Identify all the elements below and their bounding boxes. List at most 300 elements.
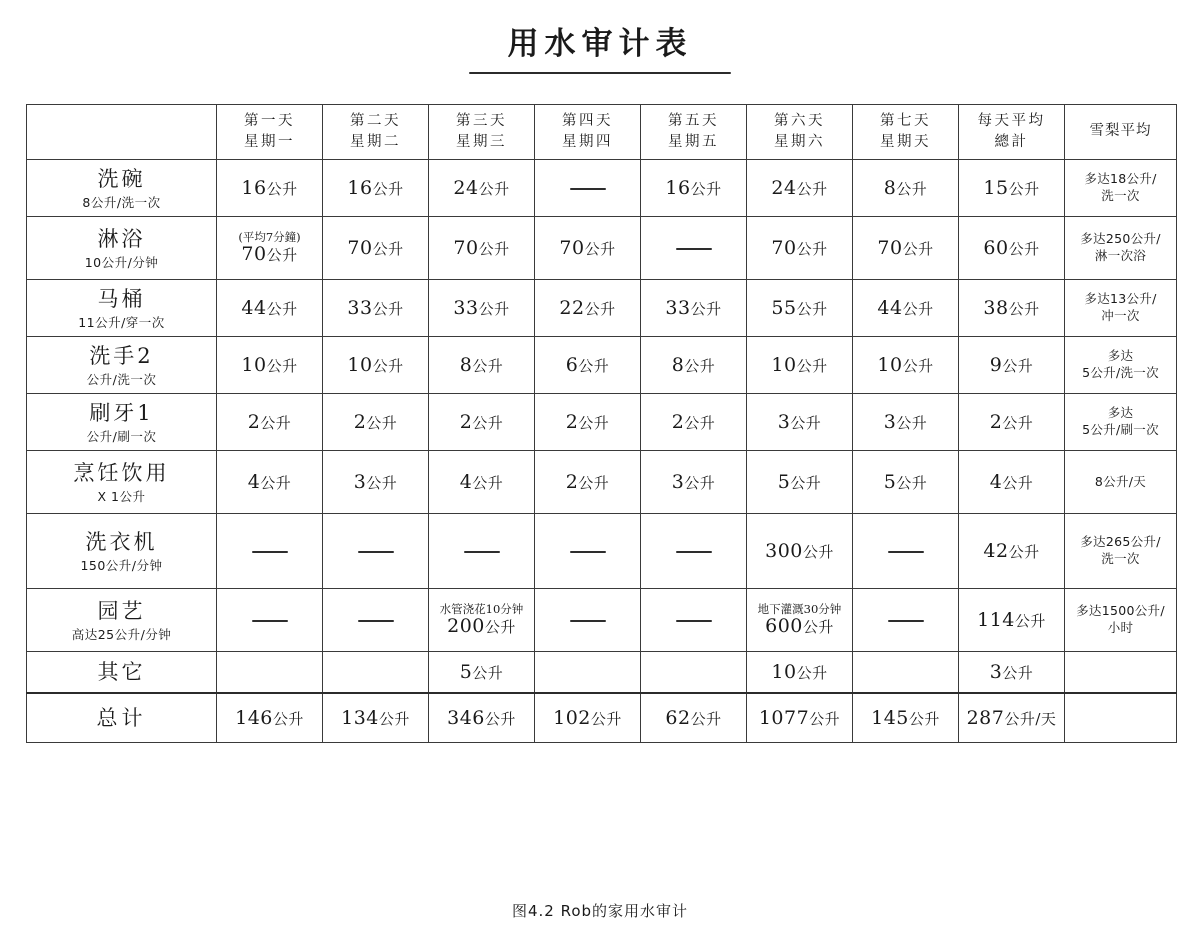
cell-note: 地下灌溉30分钟 <box>757 601 842 616</box>
cell-value: 16 <box>347 177 373 199</box>
cell-unit: 公升 <box>590 710 622 728</box>
sydney-average-line: 洗一次 <box>1101 188 1140 203</box>
day-value-cell <box>641 589 747 652</box>
row-label-cell <box>27 652 217 694</box>
header-cell <box>747 105 853 160</box>
table-row <box>27 280 1177 337</box>
empty-dash-mark <box>570 620 606 622</box>
title-block <box>0 0 1200 74</box>
cell-value: 346 <box>447 707 485 729</box>
sydney-average-line: 多达 <box>1107 405 1134 421</box>
header-line-2: 星期六 <box>774 134 825 150</box>
table-row <box>27 652 1177 694</box>
header-cell <box>217 105 323 160</box>
cell-value: 114 <box>977 609 1015 631</box>
day-value-cell <box>853 451 959 514</box>
empty-dash-mark <box>358 620 394 622</box>
cell-value: 3 <box>777 411 791 433</box>
day-value-cell <box>535 337 641 394</box>
cell-value: 24 <box>771 177 797 199</box>
cell-unit: 公升 <box>266 180 298 198</box>
cell-unit: 公升 <box>478 300 510 318</box>
total-day-cell <box>535 693 641 743</box>
cell-value: 2 <box>247 411 261 433</box>
day-value-cell <box>429 160 535 217</box>
cell-value: 300 <box>765 540 803 562</box>
row-label-rate: 150公升/分钟 <box>80 557 163 573</box>
sydney-average-cell <box>1065 589 1177 652</box>
cell-value: 44 <box>877 297 903 319</box>
header-line-1: 第二天 <box>350 112 401 129</box>
day-value-cell <box>747 337 853 394</box>
cell-unit: 公升 <box>690 300 722 318</box>
total-day-cell <box>323 693 429 743</box>
day-value-cell <box>641 652 747 694</box>
sydney-average-cell <box>1065 280 1177 337</box>
cell-value: 287 <box>966 707 1005 729</box>
day-value-cell <box>429 337 535 394</box>
cell-value: 2 <box>989 411 1003 433</box>
day-value-cell <box>641 280 747 337</box>
page-title: 用水审计表 <box>507 26 693 62</box>
cell-value: 10 <box>241 354 267 376</box>
header-line-1: 第七天 <box>880 112 931 129</box>
water-audit-table-wrap <box>26 104 1174 743</box>
cell-unit: 公升 <box>796 240 828 258</box>
day-value-cell <box>747 451 853 514</box>
day-value-cell <box>535 652 641 694</box>
cell-unit: 公升 <box>266 300 298 318</box>
cell-value: 24 <box>453 177 479 199</box>
total-day-cell <box>747 693 853 743</box>
cell-unit: 公升 <box>584 240 616 258</box>
cell-value: 22 <box>559 297 585 319</box>
row-label-cell <box>27 451 217 514</box>
header-line-2: 總計 <box>994 134 1029 150</box>
header-line-2: 星期三 <box>456 134 507 150</box>
cell-unit: 公升 <box>378 710 410 728</box>
cell-value: 4 <box>247 471 261 493</box>
daily-average-cell <box>959 217 1065 280</box>
day-value-cell <box>747 652 853 694</box>
cell-value: 10 <box>771 661 797 683</box>
sydney-average-line: 洗一次 <box>1101 551 1140 566</box>
cell-value: 10 <box>347 354 373 376</box>
cell-value: 4 <box>989 471 1003 493</box>
daily-average-cell <box>959 514 1065 589</box>
cell-value: 2 <box>353 411 367 433</box>
cell-unit: 公升 <box>896 414 928 432</box>
day-value-cell <box>323 451 429 514</box>
cell-value: 5 <box>777 471 791 493</box>
table-row <box>27 451 1177 514</box>
cell-unit: 公升 <box>260 474 292 492</box>
day-value-cell <box>747 394 853 451</box>
day-value-cell <box>217 280 323 337</box>
row-label-cell <box>27 589 217 652</box>
cell-value: 4 <box>459 471 473 493</box>
cell-value: 33 <box>453 297 479 319</box>
cell-unit: 公升 <box>902 240 934 258</box>
header-line-1: 第三天 <box>456 112 507 129</box>
day-value-cell <box>641 394 747 451</box>
cell-value: 8 <box>459 354 473 376</box>
sydney-average-cell <box>1065 394 1177 451</box>
day-value-cell <box>323 589 429 652</box>
day-value-cell <box>535 280 641 337</box>
day-value-cell <box>747 514 853 589</box>
day-value-cell <box>429 217 535 280</box>
empty-dash-mark <box>464 551 500 553</box>
figure-caption: 图4.2 Rob的家用水审计 <box>511 902 689 920</box>
cell-value: 3 <box>883 411 897 433</box>
sydney-average-line: 多达1500公升/ <box>1076 603 1165 619</box>
row-label-rate: 11公升/穿一次 <box>78 314 165 330</box>
row-label-rate: 公升/刷一次 <box>86 428 157 444</box>
day-value-cell <box>853 589 959 652</box>
cell-unit: 公升 <box>790 414 822 432</box>
day-value-cell <box>535 160 641 217</box>
cell-value: 70 <box>241 243 267 266</box>
cell-unit: 公升 <box>1014 612 1046 630</box>
day-value-cell <box>747 160 853 217</box>
row-label-rate: 高达25公升/分钟 <box>71 626 172 642</box>
total-day-cell <box>641 693 747 743</box>
cell-unit: 公升 <box>1002 414 1034 432</box>
cell-value: 9 <box>989 354 1003 376</box>
day-value-cell <box>217 160 323 217</box>
day-value-cell <box>853 337 959 394</box>
daily-average-cell <box>959 280 1065 337</box>
header-line-1: 每天平均 <box>977 112 1046 129</box>
row-label-cell <box>27 280 217 337</box>
cell-unit: 公升 <box>478 240 510 258</box>
day-value-cell <box>641 160 747 217</box>
day-value-cell <box>535 394 641 451</box>
day-value-cell <box>429 652 535 694</box>
cell-unit: 公升 <box>1008 543 1040 561</box>
empty-dash-mark <box>676 620 712 622</box>
cell-note: (平均7分鐘) <box>238 229 301 244</box>
sydney-average-line: 冲一次 <box>1101 308 1140 323</box>
header-line-1: 第四天 <box>562 112 613 129</box>
sydney-average-line: 多达13公升/ <box>1084 291 1157 307</box>
day-value-cell <box>853 394 959 451</box>
table-row <box>27 337 1177 394</box>
day-value-cell <box>429 514 535 589</box>
sydney-average-cell <box>1065 217 1177 280</box>
day-value-cell <box>535 451 641 514</box>
cell-unit: 公升 <box>690 710 722 728</box>
empty-dash-mark <box>888 551 924 553</box>
day-value-cell <box>217 451 323 514</box>
row-label-rate: 10公升/分钟 <box>84 254 159 270</box>
cell-unit: 公升 <box>484 710 516 728</box>
header-cell <box>323 105 429 160</box>
header-line-2: 星期一 <box>244 134 295 150</box>
cell-value: 70 <box>453 237 479 259</box>
cell-value: 2 <box>459 411 473 433</box>
day-value-cell <box>323 514 429 589</box>
empty-dash-mark <box>358 551 394 553</box>
cell-unit: 公升 <box>1002 664 1034 682</box>
sydney-average-line: 淋一次浴 <box>1094 248 1147 263</box>
day-value-cell <box>853 652 959 694</box>
daily-average-cell <box>959 589 1065 652</box>
day-value-cell <box>323 337 429 394</box>
row-label-rate: 公升/洗一次 <box>86 371 157 387</box>
table-row <box>27 160 1177 217</box>
day-value-cell <box>641 337 747 394</box>
cell-unit: 公升 <box>1002 357 1034 375</box>
row-label-name: 烹饪饮用 <box>73 461 170 486</box>
daily-average-cell <box>959 652 1065 694</box>
table-row <box>27 217 1177 280</box>
cell-note: 水管浇花10分钟 <box>439 601 524 616</box>
cell-value: 8 <box>671 354 685 376</box>
day-value-cell <box>429 589 535 652</box>
sydney-average-cell <box>1065 451 1177 514</box>
row-label-name: 马桶 <box>97 287 146 312</box>
header-line-1: 第一天 <box>244 112 295 129</box>
sydney-average-line: 小时 <box>1107 620 1134 635</box>
sydney-average-cell <box>1065 652 1177 694</box>
day-value-cell <box>323 217 429 280</box>
sydney-average-line: 多达 <box>1107 348 1134 364</box>
total-label-cell <box>27 693 217 743</box>
cell-value: 10 <box>771 354 797 376</box>
cell-unit: 公升 <box>790 474 822 492</box>
cell-value: 42 <box>983 540 1009 562</box>
header-line-2: 星期五 <box>668 134 719 150</box>
empty-dash-mark <box>676 248 712 250</box>
header-line-1: 第六天 <box>774 112 825 129</box>
cell-value: 38 <box>983 297 1009 319</box>
cell-unit: 公升 <box>1008 180 1040 198</box>
header-cell <box>535 105 641 160</box>
cell-value: 33 <box>665 297 691 319</box>
day-value-cell <box>217 337 323 394</box>
day-value-cell <box>217 652 323 694</box>
empty-dash-mark <box>570 188 606 190</box>
daily-average-cell <box>959 394 1065 451</box>
row-label-cell <box>27 337 217 394</box>
cell-unit: 公升 <box>809 710 841 728</box>
cell-value: 70 <box>771 237 797 259</box>
header-line-2: 星期四 <box>562 134 613 150</box>
empty-dash-mark <box>252 551 288 553</box>
row-label-name: 洗碗 <box>97 167 146 192</box>
sydney-average-line: 8公升/天 <box>1094 473 1147 489</box>
total-day-cell <box>217 693 323 743</box>
day-value-cell <box>429 451 535 514</box>
cell-unit: 公升/天 <box>1004 710 1057 728</box>
sydney-average-line: 多达265公升/ <box>1080 534 1161 550</box>
cell-value: 600 <box>765 615 803 638</box>
cell-unit: 公升 <box>366 474 398 492</box>
cell-unit: 公升 <box>578 414 610 432</box>
empty-dash-mark <box>570 551 606 553</box>
cell-unit: 公升 <box>372 300 404 318</box>
day-value-cell <box>429 280 535 337</box>
cell-value: 134 <box>341 707 379 729</box>
cell-value: 10 <box>877 354 903 376</box>
total-day-cell <box>429 693 535 743</box>
total-daily-average-cell <box>959 693 1065 743</box>
day-value-cell <box>429 394 535 451</box>
day-value-cell <box>747 217 853 280</box>
cell-value: 3 <box>989 661 1003 683</box>
sydney-average-line: 5公升/刷一次 <box>1082 422 1159 437</box>
row-label-cell <box>27 394 217 451</box>
day-value-cell <box>535 217 641 280</box>
daily-average-cell <box>959 160 1065 217</box>
empty-dash-mark <box>676 551 712 553</box>
table-row <box>27 514 1177 589</box>
row-label-cell <box>27 160 217 217</box>
header-cell <box>1065 105 1177 160</box>
row-label-name: 其它 <box>97 659 146 684</box>
cell-unit: 公升 <box>896 180 928 198</box>
cell-unit: 公升 <box>478 180 510 198</box>
row-label-cell <box>27 217 217 280</box>
table-row <box>27 589 1177 652</box>
cell-unit: 公升 <box>796 664 828 682</box>
cell-value: 15 <box>983 177 1009 199</box>
day-value-cell <box>641 451 747 514</box>
daily-average-cell <box>959 451 1065 514</box>
header-corner-cell <box>27 105 217 160</box>
cell-value: 102 <box>553 707 591 729</box>
cell-unit: 公升 <box>472 474 504 492</box>
cell-unit: 公升 <box>1008 300 1040 318</box>
cell-unit: 公升 <box>372 357 404 375</box>
header-line-1: 雪梨平均 <box>1089 123 1152 140</box>
header-cell <box>641 105 747 160</box>
sydney-average-line: 多达18公升/ <box>1084 171 1157 187</box>
cell-value: 1077 <box>758 707 810 729</box>
day-value-cell <box>641 514 747 589</box>
cell-value: 8 <box>883 177 897 199</box>
header-line-2: 星期天 <box>880 134 931 150</box>
sydney-average-line: 5公升/洗一次 <box>1082 365 1159 380</box>
cell-unit: 公升 <box>684 357 716 375</box>
cell-value: 70 <box>559 237 585 259</box>
cell-unit: 公升 <box>472 664 504 682</box>
row-label-rate: 8公升/洗一次 <box>82 194 161 210</box>
row-label-name: 淋浴 <box>97 227 146 252</box>
cell-value: 3 <box>353 471 367 493</box>
cell-value: 44 <box>241 297 267 319</box>
row-label-name: 园艺 <box>97 599 146 624</box>
header-cell <box>959 105 1065 160</box>
day-value-cell <box>853 280 959 337</box>
cell-unit: 公升 <box>796 180 828 198</box>
cell-unit: 公升 <box>690 180 722 198</box>
cell-unit: 公升 <box>584 300 616 318</box>
cell-unit: 公升 <box>472 414 504 432</box>
day-value-cell <box>323 652 429 694</box>
header-cell <box>429 105 535 160</box>
cell-unit: 公升 <box>272 710 304 728</box>
day-value-cell <box>747 589 853 652</box>
cell-value: 145 <box>871 707 909 729</box>
sydney-average-cell <box>1065 514 1177 589</box>
cell-value: 55 <box>771 297 797 319</box>
cell-unit: 公升 <box>802 543 834 561</box>
day-value-cell <box>535 514 641 589</box>
cell-unit: 公升 <box>1008 240 1040 258</box>
cell-unit: 公升 <box>684 474 716 492</box>
day-value-cell <box>853 217 959 280</box>
cell-unit: 公升 <box>266 246 298 265</box>
day-value-cell <box>217 217 323 280</box>
cell-unit: 公升 <box>908 710 940 728</box>
cell-unit: 公升 <box>366 414 398 432</box>
table-row <box>27 394 1177 451</box>
day-value-cell <box>853 160 959 217</box>
row-label-name: 洗衣机 <box>85 530 158 555</box>
row-label-rate: X 1公升 <box>97 488 146 504</box>
cell-unit: 公升 <box>260 414 292 432</box>
water-audit-table <box>26 104 1177 743</box>
cell-unit: 公升 <box>578 357 610 375</box>
cell-value: 2 <box>565 471 579 493</box>
row-label-name: 洗手2 <box>89 344 154 369</box>
header-cell <box>853 105 959 160</box>
total-sydney-cell <box>1065 693 1177 743</box>
cell-unit: 公升 <box>902 300 934 318</box>
day-value-cell <box>323 160 429 217</box>
cell-value: 16 <box>241 177 267 199</box>
cell-unit: 公升 <box>902 357 934 375</box>
cell-unit: 公升 <box>578 474 610 492</box>
empty-dash-mark <box>888 620 924 622</box>
cell-unit: 公升 <box>372 180 404 198</box>
cell-value: 70 <box>347 237 373 259</box>
row-label-cell <box>27 514 217 589</box>
cell-value: 5 <box>883 471 897 493</box>
day-value-cell <box>641 217 747 280</box>
cell-value: 2 <box>671 411 685 433</box>
total-day-cell <box>853 693 959 743</box>
header-line-1: 第五天 <box>668 112 719 129</box>
cell-unit: 公升 <box>796 357 828 375</box>
cell-unit: 公升 <box>684 414 716 432</box>
day-value-cell <box>217 394 323 451</box>
header-line-2: 星期二 <box>350 134 401 150</box>
cell-value: 33 <box>347 297 373 319</box>
total-label-name: 总计 <box>96 705 147 730</box>
day-value-cell <box>747 280 853 337</box>
cell-unit: 公升 <box>484 618 516 637</box>
cell-unit: 公升 <box>796 300 828 318</box>
day-value-cell <box>323 280 429 337</box>
title-underline <box>469 72 731 74</box>
daily-average-cell <box>959 337 1065 394</box>
cell-value: 2 <box>565 411 579 433</box>
cell-value: 146 <box>235 707 273 729</box>
day-value-cell <box>217 589 323 652</box>
cell-unit: 公升 <box>1002 474 1034 492</box>
cell-unit: 公升 <box>896 474 928 492</box>
cell-value: 3 <box>671 471 685 493</box>
table-header-row <box>27 105 1177 160</box>
day-value-cell <box>535 589 641 652</box>
table-total-row <box>27 693 1177 743</box>
day-value-cell <box>323 394 429 451</box>
cell-value: 5 <box>459 661 473 683</box>
